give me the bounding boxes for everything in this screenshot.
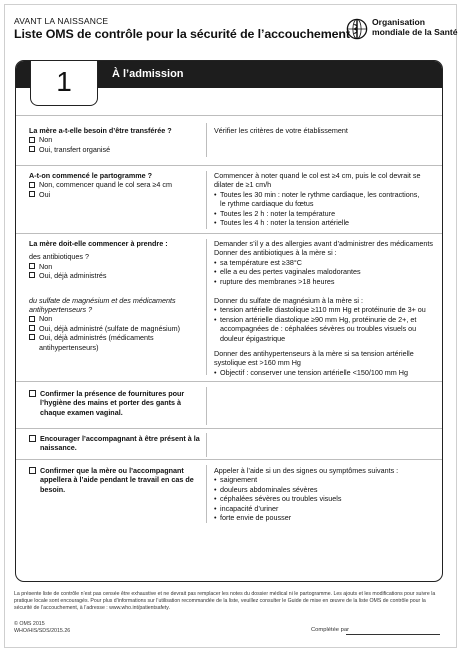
- pre-title: AVANT LA NAISSANCE: [14, 16, 109, 26]
- bullet-text: sa température est ≥38°C: [220, 257, 302, 267]
- section-call-for-help: [16, 459, 442, 460]
- checkbox[interactable]: [29, 390, 36, 397]
- checkbox[interactable]: [29, 325, 35, 331]
- antibiotics-option-yes[interactable]: Oui, déjà administrés: [29, 271, 201, 280]
- antibiotics-option-no[interactable]: Non: [29, 262, 201, 271]
- section-companion: [16, 428, 442, 429]
- danger-signs-intro: Appeler à l’aide si un des signes ou symptômes suivants :: [214, 466, 399, 475]
- bullet-text: douleurs abdominales sévères: [220, 484, 318, 494]
- magnesium-option-yes-antihypertensives[interactable]: Oui, déjà administrés (médicaments antihypertenseurs): [29, 333, 201, 352]
- antihypertensive-guidance: Donner des antihypertenseurs à la mère si sa tension artérielle systolique est >160 mm Hg: [214, 349, 414, 368]
- completed-by-label: Complétée par: [311, 627, 350, 633]
- bullet-text: rupture des membranes >18 heures: [220, 276, 335, 286]
- bullet-text: Toutes les 4 h : noter la tension artérielle: [220, 218, 350, 228]
- bullet-text: elle a eu des pertes vaginales malodorantes: [220, 267, 361, 277]
- checkbox[interactable]: [29, 316, 35, 322]
- checkbox[interactable]: [29, 334, 35, 340]
- medication-question: La mère doit-elle commencer à prendre :: [29, 239, 168, 248]
- checkbox[interactable]: [29, 191, 35, 197]
- column-divider: [206, 465, 207, 523]
- card-title: À l’admission: [112, 68, 184, 80]
- pause-point-number: 1: [30, 61, 98, 106]
- bullet-text: Toutes les 30 min : noter le rythme cardiaque, les contractions,: [220, 189, 420, 199]
- section-hygiene: [16, 381, 442, 382]
- antibiotics-subquestion: des antibiotiques ?: [29, 252, 89, 262]
- hygiene-check[interactable]: Confirmer la présence de fournitures pour l’hygiène des mains et porter des gants à chaque examen vaginal.: [29, 389, 201, 417]
- org-name-line1: Organisation: [372, 17, 426, 27]
- checkbox[interactable]: [29, 435, 36, 442]
- column-divider: [206, 171, 207, 229]
- checkbox[interactable]: [29, 137, 35, 143]
- column-divider: [206, 239, 207, 375]
- partograph-option-no[interactable]: Non, commencer quand le col sera ≥4 cm: [29, 180, 201, 189]
- transfer-option-no[interactable]: Non: [29, 135, 201, 144]
- magnesium-option-no[interactable]: Non: [29, 314, 201, 323]
- section-transfer: [16, 115, 442, 116]
- checklist-card: À l’admission 1 La mère a-t-elle besoin d’être transférée ? Non Oui, transfert organisé Vérifier les critères de votre établissement A-t-on commencé le partogramme ? Non, commencer quand le col sera ≥4 cm Oui Commencer à noter quand le col est ≥4 cm, puis le col devrait se dilater de ≥1 cm/h • Toutes les 30 min : noter le rythme cardiaque, les contractions, le rythme cardiaque du fœtus • Toutes les 2 h : noter la température • Toutes les 4 h : noter la tension artérielle La mère doit-elle commencer à prendre : des antibiotiques ? Non Oui, déjà administrés du sulfate de magnésium et des médicaments antihypertenseurs ? Non Oui, déjà administré (sulfate de magnésium) Oui, déjà administrés (médicaments antihypertenseurs) Demander s’il y a des allergies avant d’administrer des médicaments Donner des antibiotiques à la mère si : • sa température est ≥38°C • elle a eu des pertes vaginales malodorantes • rupture des membranes >18 heures Donner du sulfate de magnésium à la mère si : • tension artérielle diastolique ≥110 mm Hg et protéinurie de 3+ ou • tension artérielle diastolique ≥90 mm Hg, protéinurie de 2+, et accompagnées de : céphalées sévères ou troubles visuels ou douleur épigastrique Donner des antihypertenseurs à la mère si sa tension artérielle systolique est >160 mm Hg • Objectif : conserver une tension artérielle <150/100 mm Hg Confirmer la présence de fournitures pour l’hygiène des mains et porter des gants à chaque examen vaginal. Encourager l’accompagnant à être présent à la naissance. Confirmer que la mère ou l’accompagnant appellera à l’aide pendant le travail en cas de besoin. Appeler à l’aide si un des signes ou symptômes suivants : • saignement • douleurs abdominales sévères • céphalées sévères ou troubles visuels • incapacité d’uriner • forte envie de pousser: [15, 60, 443, 582]
- section-partograph: [16, 165, 442, 166]
- completed-by-signature-line[interactable]: [346, 634, 440, 635]
- bullet-text: incapacité d’uriner: [220, 503, 279, 513]
- column-divider: [206, 433, 207, 457]
- checkbox[interactable]: [29, 467, 36, 474]
- checkbox[interactable]: [29, 272, 35, 278]
- checkbox[interactable]: [29, 182, 35, 188]
- who-emblem-icon: [346, 18, 368, 40]
- antibiotics-guidance: Donner des antibiotiques à la mère si :: [214, 248, 337, 258]
- call-help-check[interactable]: Confirmer que la mère ou l’accompagnant appellera à l’aide pendant le travail en cas de besoin.: [29, 466, 201, 494]
- checkbox[interactable]: [29, 146, 35, 152]
- footnote: La présente liste de contrôle n’est pas censée être exhaustive et ne devrait pas remplacer les notes du dossier médical ni le partogramme. Les ajouts et les modifications pour suivre la pratique locale sont encouragés. Pour plus d’informations sur l’utilisation recommandée de la liste, veuillez consulter le Guide de mise en œuvre de la liste OMS de contrôle pour la sécurité de l’accouchement, à l’adresse : www.who.int/patientsafety.: [14, 591, 436, 611]
- bullet-text: Objectif : conserver une tension artérielle <150/100 mm Hg: [220, 367, 408, 377]
- partograph-question: A-t-on commencé le partogramme ?: [29, 171, 153, 180]
- org-name-line2: mondiale de la Santé: [372, 26, 458, 37]
- bullet-text: tension artérielle diastolique ≥90 mm Hg, protéinurie de 2+, et accompagnées de : céphalées sévères ou troubles visuels ou douleur épigastrique: [220, 314, 417, 343]
- magnesium-subquestion: du sulfate de magnésium et des médicaments antihypertenseurs ?: [29, 295, 176, 315]
- bullet-text: céphalées sévères ou troubles visuels: [220, 494, 342, 504]
- transfer-guidance: Vérifier les critères de votre établissement: [214, 126, 348, 135]
- bullet-text: tension artérielle diastolique ≥110 mm Hg et protéinurie de 3+ ou: [220, 305, 426, 315]
- document-reference: WHO/HIS/SDS/2015.26: [14, 628, 71, 634]
- who-logo-block: [346, 18, 457, 40]
- column-divider: [206, 387, 207, 425]
- column-divider: [206, 123, 207, 157]
- magnesium-option-yes-sulfate[interactable]: Oui, déjà administré (sulfate de magnésium): [29, 324, 201, 333]
- page-title: Liste OMS de contrôle pour la sécurité de l’accouchement: [14, 27, 350, 41]
- bullet-continuation: le rythme cardiaque du fœtus: [220, 199, 314, 209]
- bullet-text: Toutes les 2 h : noter la température: [220, 208, 336, 218]
- section-medication: [16, 233, 442, 234]
- transfer-question: La mère a-t-elle besoin d’être transférée ?: [29, 126, 172, 135]
- allergy-guidance: Demander s’il y a des allergies avant d’administrer des médicaments: [214, 239, 433, 248]
- companion-check[interactable]: Encourager l’accompagnant à être présent à la naissance.: [29, 434, 201, 453]
- transfer-option-yes[interactable]: Oui, transfert organisé: [29, 145, 201, 154]
- partograph-option-yes[interactable]: Oui: [29, 190, 201, 199]
- magnesium-guidance: Donner du sulfate de magnésium à la mère si :: [214, 296, 364, 306]
- copyright-block: [14, 621, 70, 635]
- bullet-text: forte envie de pousser: [220, 513, 292, 523]
- checkbox[interactable]: [29, 263, 35, 269]
- copyright: © OMS 2015: [14, 621, 45, 627]
- bullet-text: saignement: [220, 475, 258, 485]
- partograph-guidance: Commencer à noter quand le col est ≥4 cm, puis le col devrait se dilater de ≥1 cm/h: [214, 171, 421, 190]
